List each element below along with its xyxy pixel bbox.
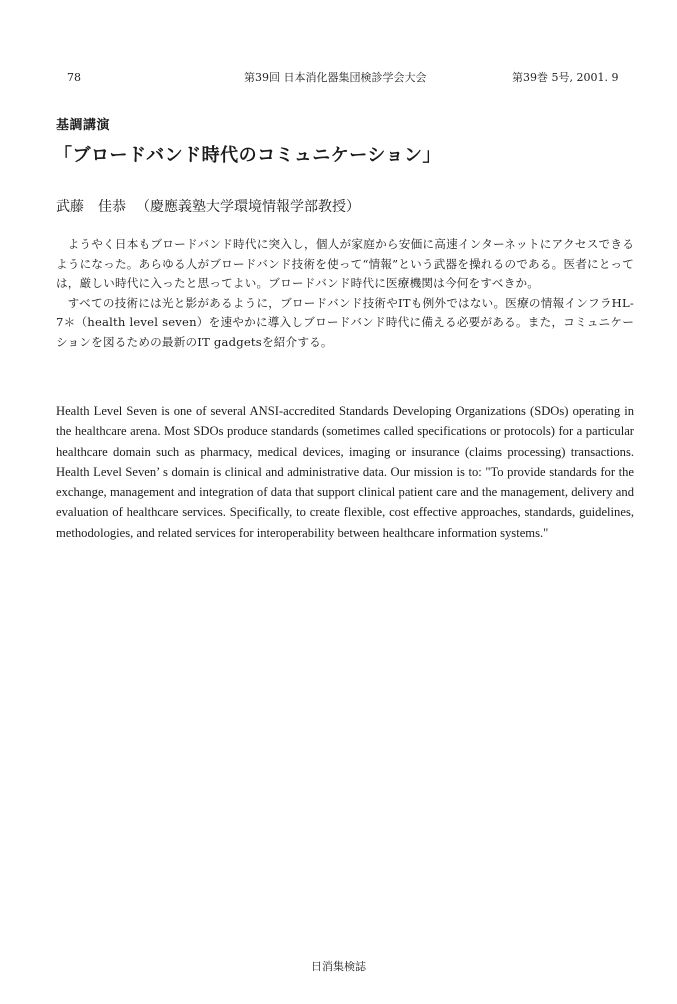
english-abstract bbox=[56, 401, 634, 543]
jp-paragraph-1: ようやく日本もブロードバンド時代に突入し，個人が家庭から安価に高速インターネットにアクセスできるようになった。あらゆる人がブロードバンド技術を使って“情報”という武器を操れるのである。医者にとっては，厳しい時代に入ったと思ってよい。ブロードバンド時代に医療機関は今何をすべきか。 bbox=[56, 237, 634, 290]
journal-footer: 日消集検誌 bbox=[311, 960, 366, 973]
en-paragraph: Health Level Seven is one of several ANSI-accredited Standards Developing Organizations (SDOs) operating in the healthcare arena. Most SDOs produce standards (sometimes called specifications or protocols) for a particular healthcare domain such as pharmacy, medical devices, imaging or insurance (claims processing) transactions. Health Level Seven’ s domain is clinical and administrative data. Our mission is to: "To provide standards for the exchange, management and integration of data that support clinical patient care and the management, delivery and evaluation of healthcare services. Specifically, to create flexible, cost effective approaches, standards, guidelines, methodologies, and related services for interoperability between healthcare information systems." bbox=[56, 404, 634, 540]
jp-paragraph-2: すべての技術には光と影があるように，ブロードバンド技術やITも例外ではない。医療の情報インフラHL-7＊（health level seven）を速やかに導入しブロードバンド時代に備える必要がある。また，コミュニケーションを図るための最新のIT gadgetsを紹介する。 bbox=[56, 295, 634, 349]
author-affiliation: （慶應義塾大学環境情報学部教授） bbox=[136, 199, 360, 215]
page-number: 78 bbox=[67, 71, 81, 84]
author-line bbox=[56, 197, 360, 217]
meeting-title: 第39回 日本消化器集団検診学会大会 bbox=[244, 71, 427, 84]
article-title: 「ブロードバンド時代のコミュニケーション」 bbox=[54, 145, 442, 166]
section-label: 基調講演 bbox=[56, 118, 111, 133]
volume-issue: 第39巻 5号, 2001. 9 bbox=[512, 71, 619, 84]
japanese-abstract bbox=[56, 235, 634, 352]
author-name: 武藤 佳恭 bbox=[56, 199, 126, 215]
running-header bbox=[0, 70, 677, 86]
